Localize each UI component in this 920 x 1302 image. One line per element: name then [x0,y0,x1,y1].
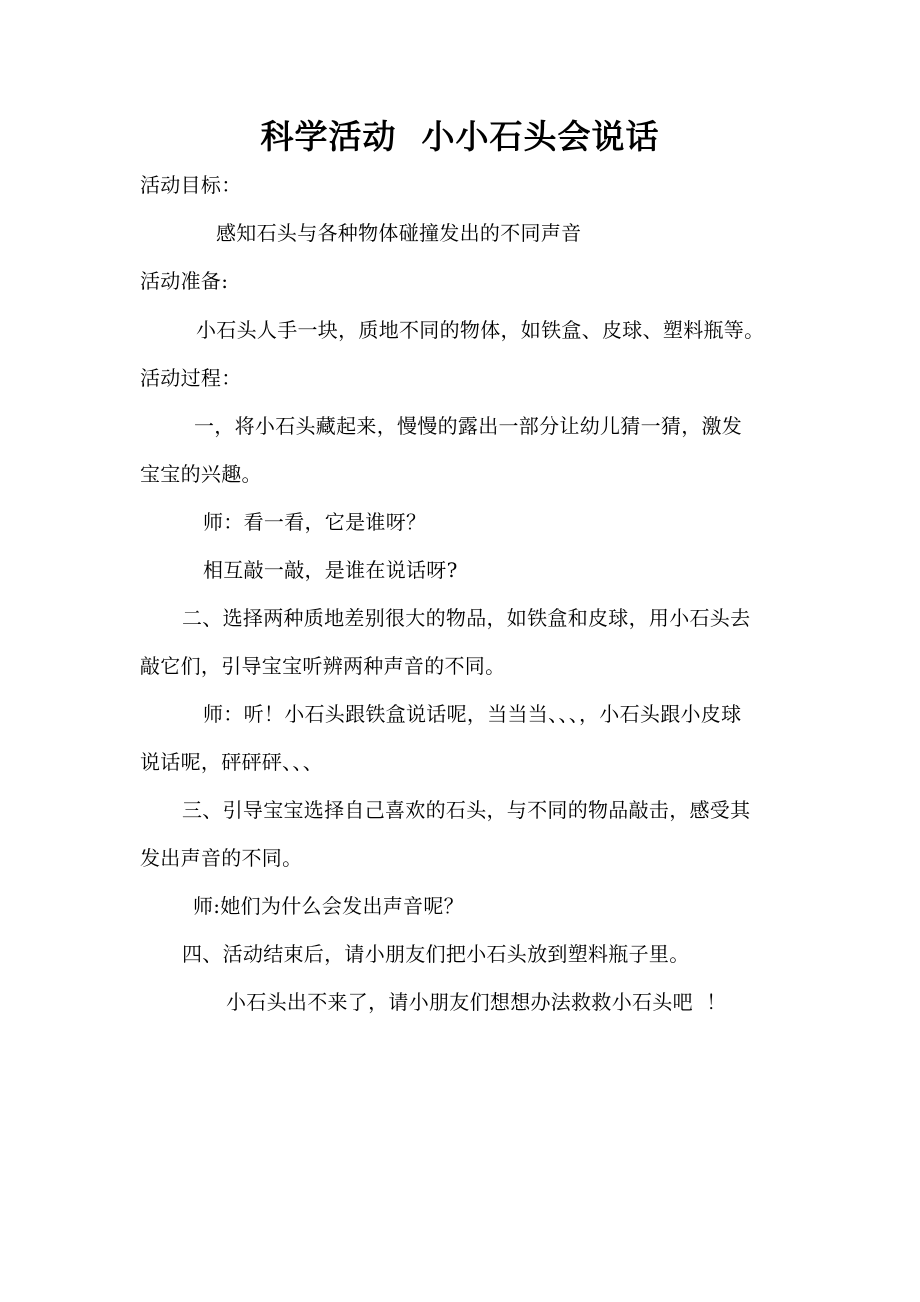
step3-line2: 发出声音的不同。 [140,846,303,870]
step1-line1: 一，将小石头藏起来，慢慢的露出一部分让幼儿猜一猜，激发 [194,414,743,438]
step2-line2: 敲它们，引导宝宝听辨两种声音的不同。 [140,654,506,678]
teacher-question-4: 师:她们为什么会发出声音呢？ [193,894,464,918]
step4: 四、活动结束后，请小朋友们把小石头放到塑料瓶子里。 [182,942,690,966]
teacher-question-2: 相互敲一敲，是谁在说话呀? [203,558,458,582]
step3-line1: 三、引导宝宝选择自己喜欢的石头，与不同的物品敲击，感受其 [182,798,751,822]
closing-text: 小石头出不来了，请小朋友们想想办法救救小石头吧 ！ [226,990,727,1014]
goal-heading: 活动目标： [140,173,242,197]
prep-text: 小石头人手一块，质地不同的物体，如铁盒、皮球、塑料瓶等。 [196,318,765,342]
goal-text: 感知石头与各种物体碰撞发出的不同声音 [216,221,582,245]
teacher-question-1: 师：看一看，它是谁呀？ [203,510,427,534]
teacher-question-3-line1: 师：听！小石头跟铁盒说话呢，当当当、、、，小石头跟小皮球 [203,702,742,726]
document-title: 科学活动 小小石头会说话 [260,117,660,156]
process-heading: 活动过程： [140,366,242,390]
teacher-question-3-line2: 说话呢，砰砰砰、、、 [140,750,323,774]
prep-heading: 活动准备: [140,269,229,293]
step1-line2: 宝宝的兴趣。 [140,462,262,486]
step2-line1: 二、选择两种质地差别很大的物品，如铁盒和皮球，用小石头去 [182,606,751,630]
